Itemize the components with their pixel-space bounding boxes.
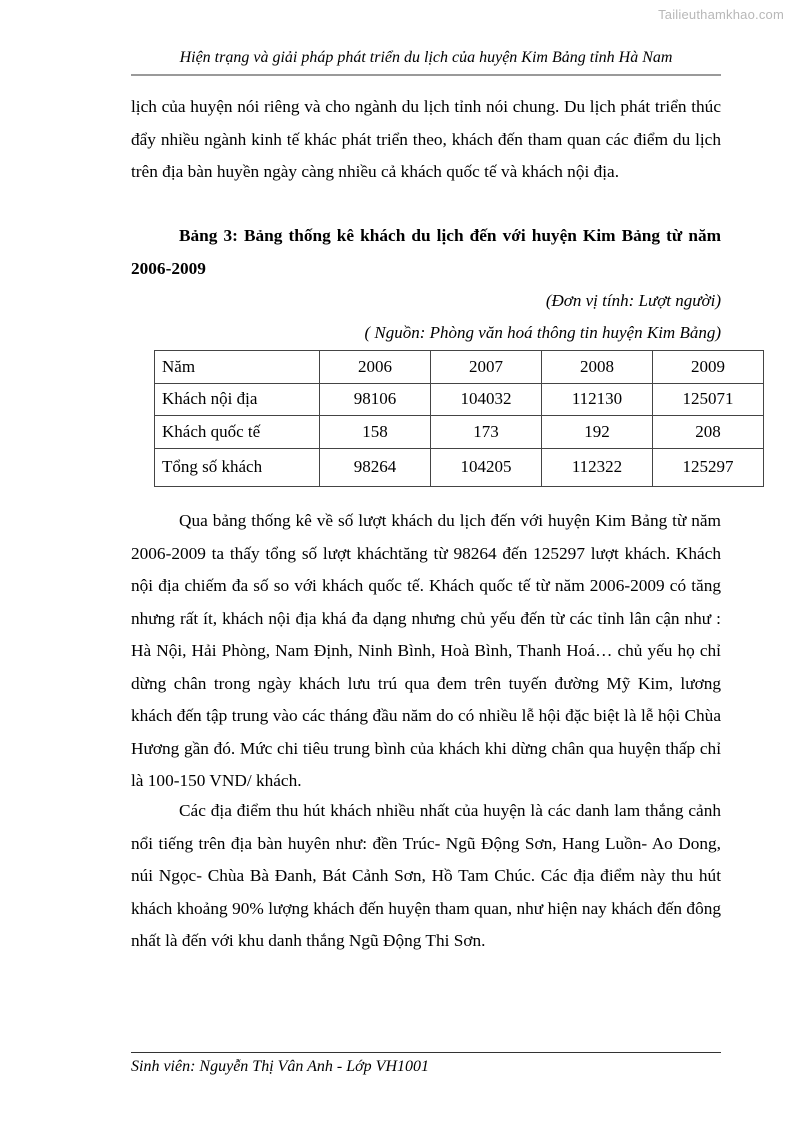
header-divider xyxy=(131,74,721,76)
running-footer: Sinh viên: Nguyễn Thị Vân Anh - Lớp VH1001 xyxy=(131,1058,429,1075)
table-header-cell: 2007 xyxy=(431,351,542,384)
watermark: Tailieuthamkhao.com xyxy=(658,7,784,22)
table-cell: 173 xyxy=(431,416,542,449)
table-cell: 104205 xyxy=(431,448,542,486)
table-header-cell: 2009 xyxy=(653,351,764,384)
paragraph-attractions xyxy=(131,795,721,958)
table-header-row xyxy=(155,351,764,384)
table-cell: 125071 xyxy=(653,383,764,416)
table-header-cell: 2008 xyxy=(542,351,653,384)
table-row-label: Khách nội địa xyxy=(155,383,320,416)
table-cell: 158 xyxy=(320,416,431,449)
table-unit: (Đơn vị tính: Lượt người) xyxy=(545,291,721,310)
paragraph-analysis-text: Qua bảng thống kê về số lượt khách du lịch đến với huyện Kim Bảng từ năm 2006-2009 ta thấy tổng số lượt kháchtăng từ 98264 đến 125297 lượt khách. Khách nội địa chiếm đa số so với khách quốc tế. Khách quốc tế từ năm 2006-2009 có tăng nhưng rất ít, khách nội địa khá đa dạng nhưng chủ yếu đến từ các tỉnh lân cận như : Hà Nội, Hải Phòng, Nam Định, Ninh Bình, Hoà Bình, Thanh Hoá… chủ yếu họ chỉ dừng chân trong ngày khách lưu trú qua đem trên tuyến đường Mỹ Kim, lương khách đến tập trung vào các tháng đầu năm do có nhiều lễ hội đặc biệt là lễ hội Chùa Hương gần đó. Mức chi tiêu trung bình của khách khi dừng chân qua huyện thấp chỉ là 100-150 VND/ khách. xyxy=(131,511,721,790)
table-cell: 112130 xyxy=(542,383,653,416)
table-cell: 112322 xyxy=(542,448,653,486)
table-source: ( Nguồn: Phòng văn hoá thông tin huyện Kim Bảng) xyxy=(364,323,721,342)
paragraph-intro-text: lịch của huyện nói riêng và cho ngành du lịch tỉnh nói chung. Du lịch phát triển thúc đẩy nhiều ngành kinh tế khác phát triển theo, khách đến tham quan các điểm du lịch trên địa bàn huyền ngày càng nhiều cả khách quốc tế và khách nội địa. xyxy=(131,97,721,181)
table-header-cell: 2006 xyxy=(320,351,431,384)
paragraph-intro xyxy=(131,91,721,189)
table-row-label: Khách quốc tế xyxy=(155,416,320,449)
paragraph-attractions-text: Các địa điểm thu hút khách nhiều nhất của huyện là các danh lam thắng cảnh nổi tiếng trên địa bàn huyên như: đền Trúc- Ngũ Động Sơn, Hang Luồn- Ao Dong, núi Ngọc- Chùa Bà Đanh, Bát Cảnh Sơn, Hồ Tam Chúc. Các địa điểm này thu hút khách khoảng 90% lượng khách đến huyện tham quan, như hiện nay khách đến đông nhất là đến với khu danh thắng Ngũ Động Thi Sơn. xyxy=(131,801,721,950)
footer-divider xyxy=(131,1052,721,1053)
table-row xyxy=(155,416,764,449)
table-row xyxy=(155,383,764,416)
table-cell: 98106 xyxy=(320,383,431,416)
table-row xyxy=(155,448,764,486)
table-cell: 125297 xyxy=(653,448,764,486)
table-cell: 208 xyxy=(653,416,764,449)
table-cell: 98264 xyxy=(320,448,431,486)
paragraph-analysis xyxy=(131,505,721,798)
table-caption: Bảng 3: Bảng thống kê khách du lịch đến với huyện Kim Bảng từ năm 2006-2009 xyxy=(131,226,721,278)
visitor-statistics-table xyxy=(154,350,764,487)
table-cell: 104032 xyxy=(431,383,542,416)
running-header: Hiện trạng và giải pháp phát triển du lịch của huyện Kim Bảng tỉnh Hà Nam xyxy=(179,49,673,66)
table-cell: 192 xyxy=(542,416,653,449)
table-row-label: Tổng số khách xyxy=(155,448,320,486)
table-header-cell: Năm xyxy=(155,351,320,384)
